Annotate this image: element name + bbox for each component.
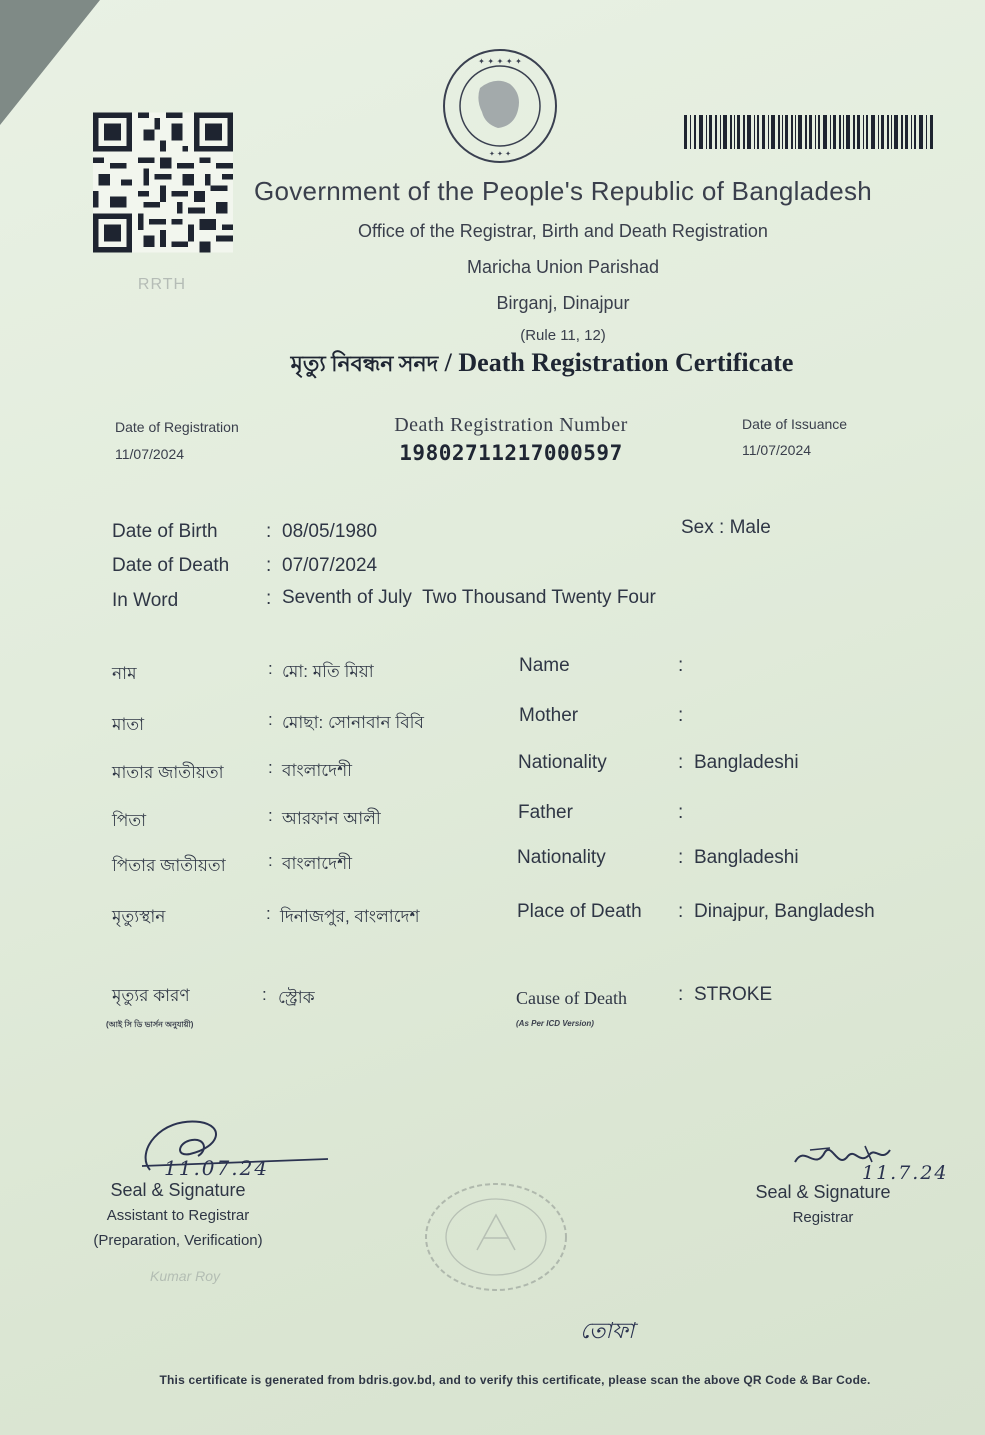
cause-of-death-note: (As Per ICD Version) [516, 1019, 594, 1028]
dob-value: 08/05/1980 [282, 521, 378, 542]
mother-colon: : [678, 705, 684, 726]
name-colon: : [678, 655, 684, 676]
assistant-seal-title: Seal & Signature [110, 1180, 246, 1200]
mother-nationality-label: Nationality [518, 752, 607, 773]
cause-of-death-value: STROKE [694, 984, 773, 1005]
union-seal-faint [422, 1180, 570, 1295]
place-of-death-label: Place of Death [517, 901, 642, 922]
bn-cause-note: (আই সি ডি ভার্সন অনুযায়ী) [106, 1020, 194, 1029]
bn-name-value: মো: মতি মিয়া [282, 662, 374, 681]
rule-reference: (Rule 11, 12) [520, 327, 606, 344]
dod-colon: : [266, 555, 272, 576]
inword-label: In Word [112, 590, 179, 611]
assistant-role: Assistant to Registrar [106, 1207, 250, 1224]
assistant-faint-stamp: Kumar Roy [150, 1268, 221, 1284]
registration-number-label: Death Registration Number [394, 414, 628, 436]
place-of-death-value: Dinajpur, Bangladesh [694, 901, 875, 922]
qr-code [93, 110, 233, 255]
bn-cause-label: মৃত্যুর কারণ [112, 986, 190, 1005]
bn-father-colon: : [268, 806, 273, 825]
location: Birganj, Dinajpur [496, 293, 630, 313]
barcode [684, 115, 934, 149]
bn-mother-nationality-value: বাংলাদেশী [282, 761, 352, 780]
assistant-role-detail: (Preparation, Verification) [93, 1232, 263, 1249]
bn-place-of-death-colon: : [266, 904, 271, 923]
dod-label: Date of Death [112, 555, 230, 576]
bn-mother-nationality-label: মাতার জাতীয়তা [112, 763, 224, 782]
bn-mother-colon: : [268, 710, 273, 729]
bn-name-label: নাম [112, 664, 137, 683]
father-nationality-colon: : [678, 847, 684, 868]
svg-text:✦ ✦ ✦ ✦ ✦: ✦ ✦ ✦ ✦ ✦ [478, 57, 522, 66]
bn-name-colon: : [268, 659, 273, 678]
bn-cause-value: স্ট্রোক [278, 988, 315, 1007]
mother-nationality-colon: : [678, 752, 684, 773]
bn-place-of-death-label: মৃত্যুস্থান [112, 907, 166, 926]
union-name: Maricha Union Parishad [466, 257, 660, 277]
inword-colon: : [266, 588, 272, 609]
dod-value: 07/07/2024 [282, 555, 378, 576]
certificate-title [291, 347, 794, 384]
dob-colon: : [266, 521, 272, 542]
svg-text:✦ ✦ ✦: ✦ ✦ ✦ [488, 150, 512, 158]
bn-mother-value: মোছা: সোনাবান বিবি [282, 713, 424, 732]
registrar-signature-date: 11.7.24 [862, 1162, 949, 1184]
registration-date: 11/07/2024 [115, 446, 185, 462]
certificate-title-bn: মৃত্যু নিবন্ধন সনদ [290, 351, 439, 376]
qr-caption: RRTH [137, 276, 187, 293]
place-of-death-colon: : [678, 901, 684, 922]
name-label: Name [519, 655, 570, 676]
assistant-signature-date: 11.07.24 [164, 1156, 270, 1180]
issuance-date-label: Date of Issuance [742, 416, 848, 432]
bn-father-value: আরফান আলী [282, 809, 381, 828]
bn-mother-nationality-colon: : [268, 758, 273, 777]
bn-father-nationality-colon: : [268, 851, 273, 870]
office-name: Office of the Registrar, Birth and Death Registration [358, 221, 768, 241]
cause-of-death-colon: : [678, 984, 684, 1005]
father-nationality-value: Bangladeshi [694, 847, 799, 868]
inword-value: Seventh of July Two Thousand Twenty Four [282, 587, 656, 608]
sex-value: Sex : Male [681, 517, 771, 538]
father-colon: : [678, 802, 684, 823]
father-nationality-label: Nationality [517, 847, 606, 868]
bn-father-nationality-label: পিতার জাতীয়তা [112, 856, 226, 875]
bn-father-nationality-value: বাংলাদেশী [282, 854, 352, 873]
bn-father-label: পিতা [112, 811, 147, 830]
government-title: Government of the People's Republic of Bangladesh [253, 176, 873, 206]
mother-label: Mother [519, 705, 579, 726]
title-separator: / [438, 348, 459, 377]
certificate-title-en: Death Registration Certificate [458, 348, 794, 377]
cause-of-death-label: Cause of Death [516, 988, 627, 1008]
registrar-seal-title: Seal & Signature [755, 1182, 891, 1202]
father-label: Father [518, 802, 573, 823]
dob-label: Date of Birth [112, 521, 218, 542]
bn-mother-label: মাতা [112, 715, 145, 734]
issuance-date: 11/07/2024 [742, 442, 812, 458]
mother-nationality-value: Bangladeshi [694, 752, 799, 773]
registration-number: 19802711217000597 [399, 441, 623, 465]
bn-cause-colon: : [262, 985, 267, 1004]
registration-date-label: Date of Registration [115, 419, 239, 435]
government-seal-top [440, 46, 560, 166]
bn-place-of-death-value: দিনাজপুর, বাংলাদেশ [280, 907, 420, 926]
bottom-handwritten-note: তোফা [580, 1318, 635, 1343]
footer-verification-note: This certificate is generated from bdris.gov.bd, and to verify this certificate, please scan the above QR Code & Bar Code. [159, 1373, 871, 1387]
registrar-role: Registrar [792, 1209, 854, 1226]
